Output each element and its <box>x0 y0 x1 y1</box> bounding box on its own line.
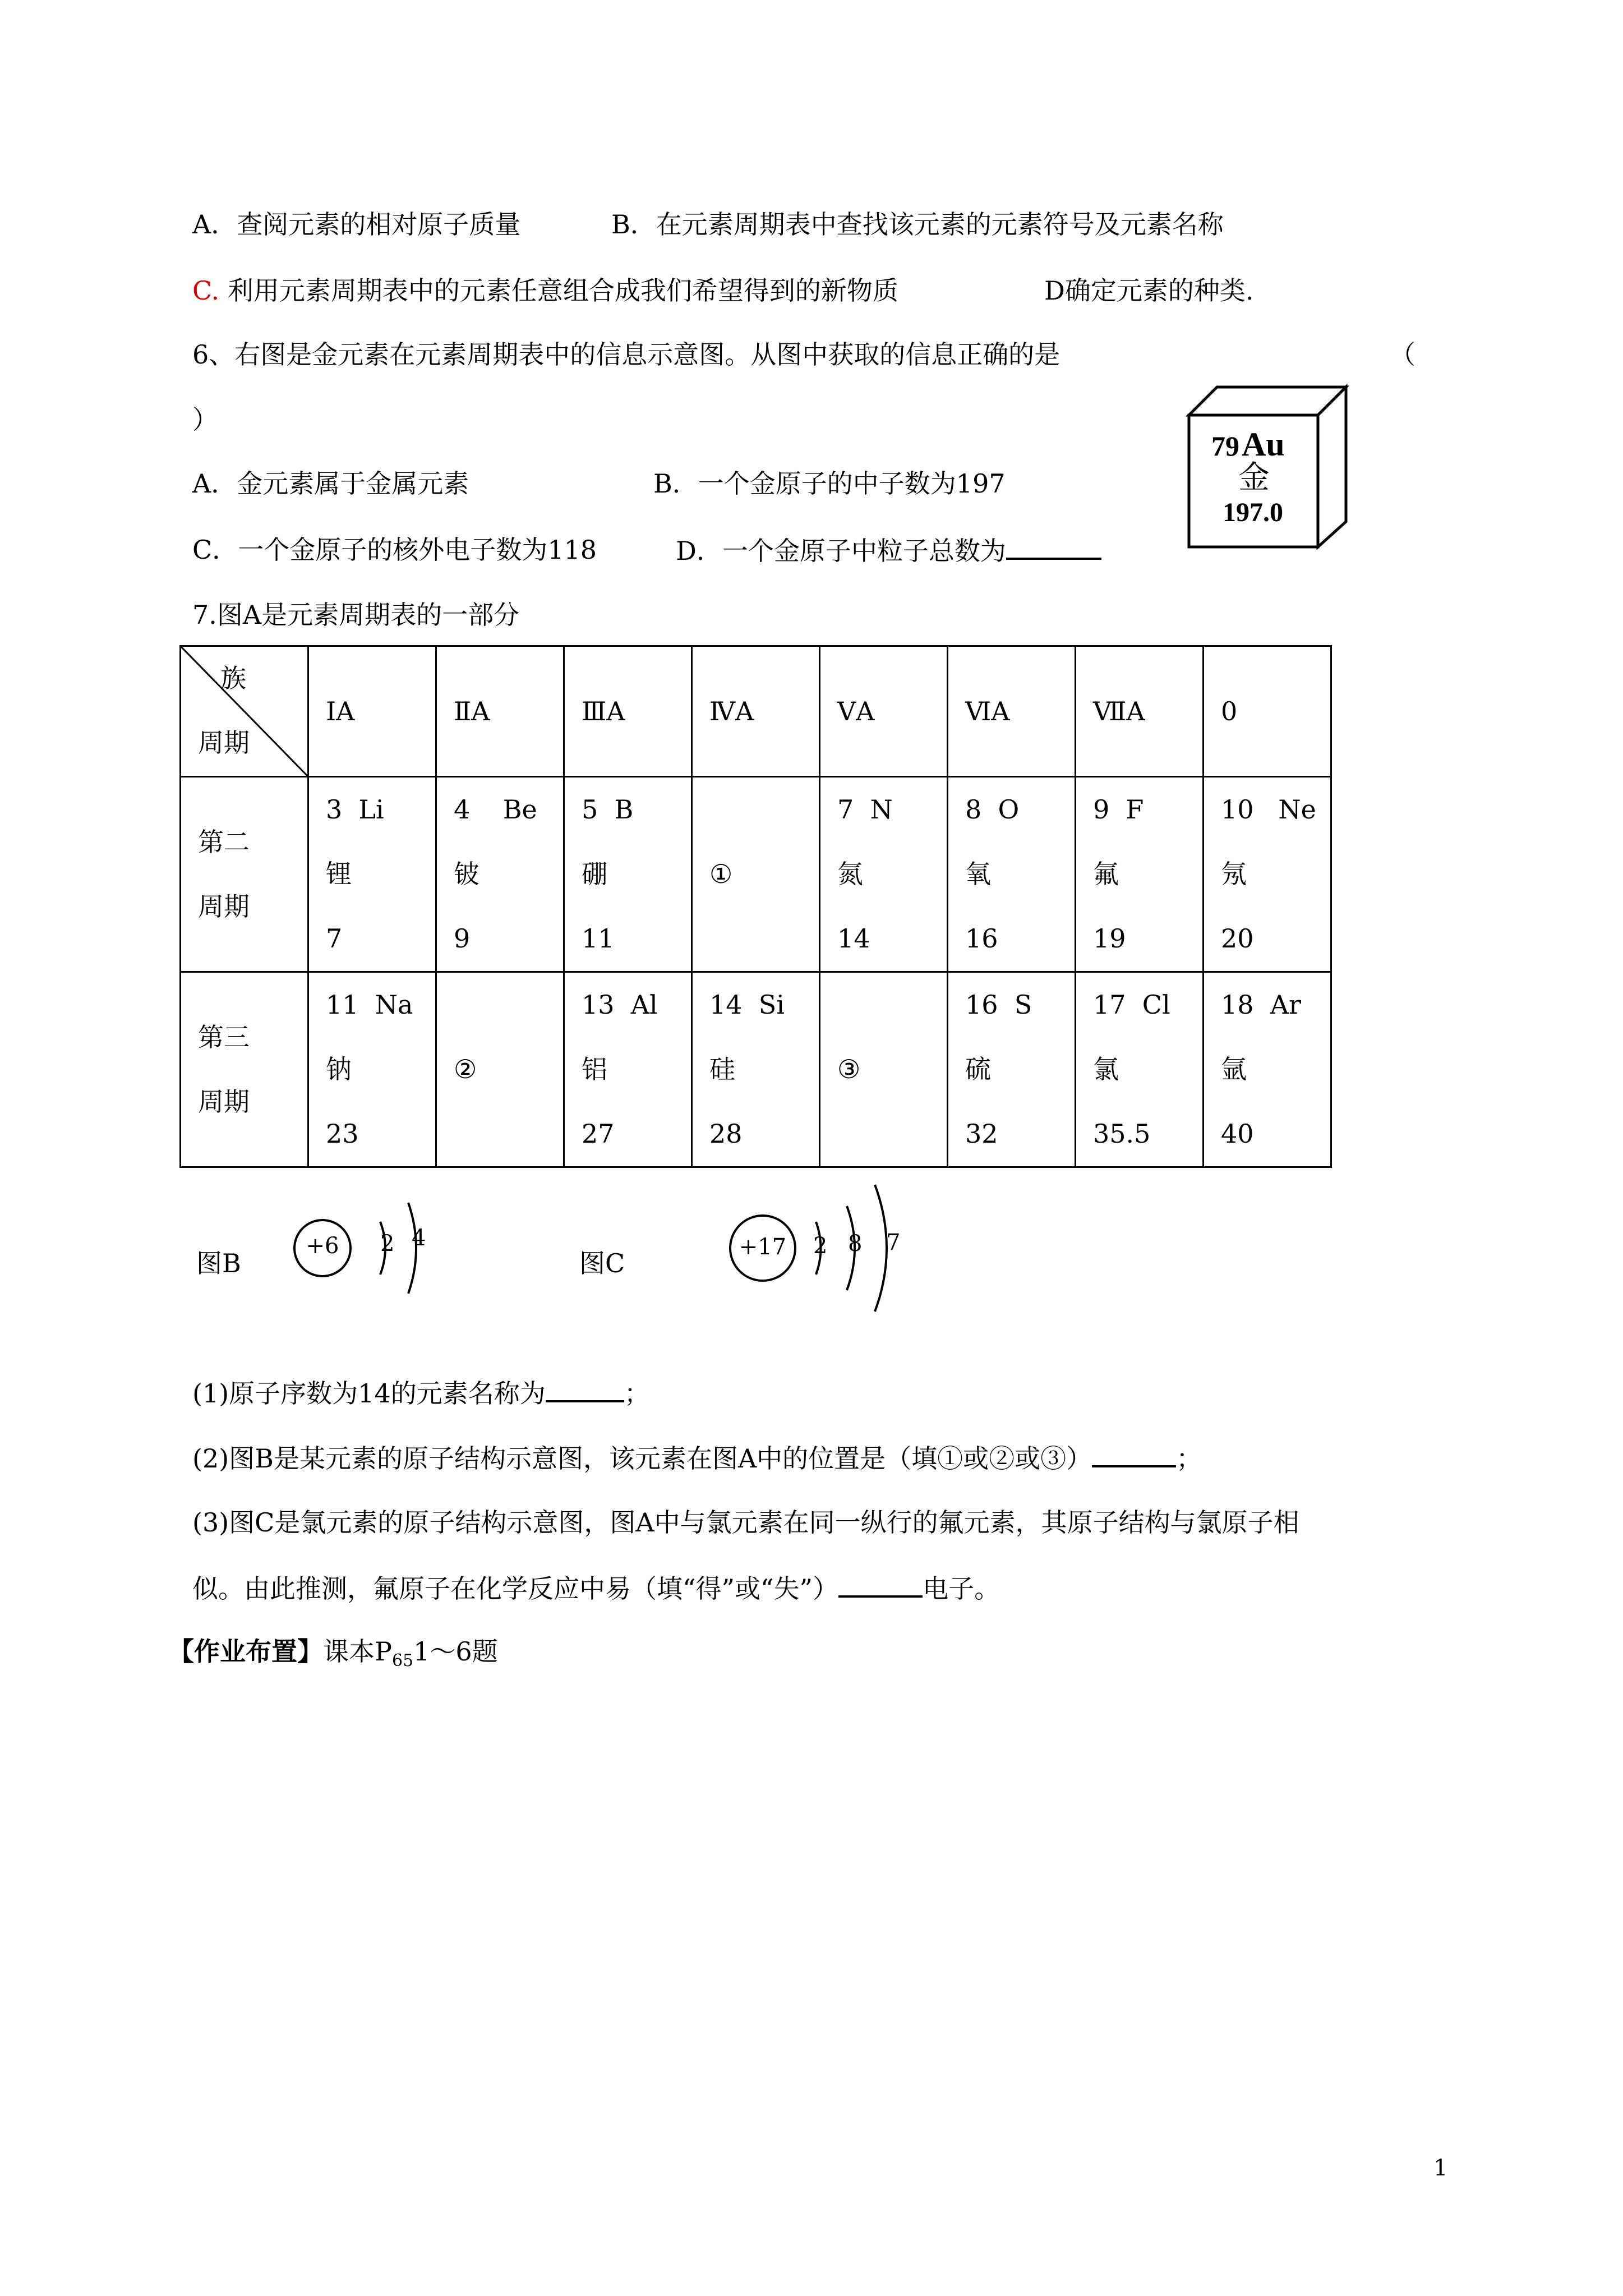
element-cell <box>820 777 948 972</box>
element-mass: 16 <box>965 923 998 954</box>
element-name: 钠 <box>326 1054 352 1084</box>
element-name: 氟 <box>1093 859 1119 889</box>
element-cell <box>1204 777 1331 972</box>
element-cell <box>308 972 436 1167</box>
au-atomic-number: 79 <box>1211 430 1239 462</box>
element-number-symbol: 8 O <box>965 794 1020 825</box>
element-cell-blank-1 <box>692 777 820 972</box>
element-name: 硼 <box>582 859 607 889</box>
group-header: ⅦA <box>1076 646 1204 777</box>
group-header: 0 <box>1204 646 1331 777</box>
element-cell-blank-2 <box>436 972 564 1167</box>
fig-c-shell-3: 7 <box>886 1230 901 1255</box>
element-number-symbol: 10 Ne <box>1221 794 1316 825</box>
q7-stem: 7.图A是元素周期表的一部分 <box>192 600 520 630</box>
homework <box>168 1635 498 1678</box>
element-name: 锂 <box>326 859 352 889</box>
fig-c-atom-diagram <box>723 1178 920 1318</box>
element-cell <box>1204 972 1331 1167</box>
element-cell <box>1076 777 1204 972</box>
element-mass: 28 <box>709 1119 743 1149</box>
element-mass: 23 <box>326 1119 359 1149</box>
element-cell <box>564 972 692 1167</box>
q5-option-c-text: 利用元素周期表中的元素任意组合成我们希望得到的新物质 <box>227 275 898 306</box>
table-row-period-3 <box>181 972 1331 1167</box>
element-mass: 35.5 <box>1093 1119 1151 1149</box>
fig-b-shell-1: 2 <box>380 1231 395 1257</box>
element-mass: 7 <box>326 923 343 954</box>
element-name: 硫 <box>965 1054 991 1084</box>
element-number-symbol: 13 Al <box>582 990 658 1020</box>
fig-c-shell-2: 8 <box>848 1231 863 1257</box>
q5-option-c-letter: C. <box>192 275 220 306</box>
q7-sub3-blank[interactable] <box>838 1571 923 1598</box>
element-number-symbol: 3 Li <box>326 794 384 825</box>
corner-group-label: 族 <box>220 663 246 693</box>
period-label-line2: 周期 <box>198 891 250 922</box>
fig-b-nucleus: +6 <box>306 1233 339 1259</box>
element-name: 氯 <box>1093 1054 1119 1084</box>
element-mass: 11 <box>582 923 615 954</box>
element-number-symbol: 16 S <box>965 990 1032 1020</box>
element-number-symbol: 17 Cl <box>1093 990 1170 1020</box>
au-mass: 197.0 <box>1223 498 1283 527</box>
element-cell <box>1076 972 1204 1167</box>
element-name: 铝 <box>582 1054 607 1084</box>
element-number-symbol <box>837 973 947 1037</box>
element-number-symbol: 18 Ar <box>1221 990 1301 1020</box>
q6-stem: 6、右图是金元素在元素周期表中的信息示意图。从图中获取的信息正确的是 <box>192 339 1061 370</box>
element-name: 氖 <box>1221 859 1247 889</box>
fig-b-label: 图B <box>196 1248 241 1278</box>
period-label-line2: 周期 <box>198 1086 250 1117</box>
element-number-symbol: 5 B <box>582 794 634 825</box>
element-mass: 20 <box>1221 923 1254 954</box>
element-number-symbol <box>454 973 563 1037</box>
element-mass: 32 <box>965 1119 998 1149</box>
homework-subscript: 65 <box>391 1651 414 1671</box>
element-mass <box>454 1102 563 1166</box>
period-label-cell <box>181 972 308 1167</box>
q6-option-d-text: D．一个金原子中粒子总数为 <box>676 536 1006 566</box>
q7-sub1-blank[interactable] <box>546 1375 624 1402</box>
q7-sub2-end: ； <box>1176 1443 1202 1474</box>
element-mass <box>709 907 819 971</box>
periodic-table-excerpt <box>179 645 1332 1168</box>
element-cell-blank-3 <box>820 972 948 1167</box>
q6-paren-open: （ <box>1390 339 1415 370</box>
element-name: 氮 <box>837 859 863 889</box>
element-number-symbol: 4 Be <box>454 794 537 825</box>
fig-b-atom-diagram <box>292 1184 437 1313</box>
element-mass: 19 <box>1093 923 1126 954</box>
group-header: ⅠA <box>308 646 436 777</box>
group-header: ⅤA <box>820 646 948 777</box>
q5-option-c <box>192 274 898 307</box>
position-marker-1: ① <box>709 859 733 889</box>
q7-sub3-end: 电子。 <box>923 1573 1000 1604</box>
q5-option-a: A．查阅元素的相对原子质量 <box>192 209 521 240</box>
period-label-line1: 第二 <box>198 826 250 857</box>
element-name: 氩 <box>1221 1054 1247 1084</box>
element-cell <box>948 777 1076 972</box>
q7-sub3-text: 似。由此推测，氟原子在化学反应中易（填“得”或“失”） <box>192 1573 839 1604</box>
group-header: ⅡA <box>436 646 564 777</box>
position-marker-3: ③ <box>837 1054 861 1084</box>
element-cell <box>692 972 820 1167</box>
element-mass: 9 <box>454 923 471 954</box>
element-number-symbol: 14 Si <box>709 990 785 1020</box>
fig-c-shell-1: 2 <box>813 1233 828 1259</box>
q5-option-d: D确定元素的种类. <box>1044 275 1254 306</box>
element-mass: 14 <box>837 923 870 954</box>
q7-sub2-blank[interactable] <box>1092 1441 1176 1467</box>
element-name: 氧 <box>965 859 991 889</box>
q6-option-c: C．一个金原子的核外电子数为118 <box>192 535 597 565</box>
group-header: ⅥA <box>948 646 1076 777</box>
au-symbol: Au <box>1242 426 1285 463</box>
element-cell <box>308 777 436 972</box>
au-name: 金 <box>1238 459 1270 496</box>
position-marker-2: ② <box>454 1054 477 1084</box>
fig-c-label: 图C <box>579 1248 625 1278</box>
q7-sub3-line2 <box>192 1571 1000 1605</box>
q5-option-b: B．在元素周期表中查找该元素的元素符号及元素名称 <box>611 209 1224 240</box>
q7-sub1 <box>192 1375 650 1410</box>
element-number-symbol <box>709 777 819 842</box>
q7-sub1-text: (1)原子序数为14的元素名称为 <box>192 1378 546 1409</box>
corner-cell <box>181 646 308 777</box>
homework-text-a: 课本P <box>323 1636 392 1667</box>
element-name: 硅 <box>709 1054 735 1084</box>
element-cell <box>948 972 1076 1167</box>
q7-sub1-end: ； <box>624 1378 650 1409</box>
q6-option-b: B．一个金原子的中子数为197 <box>653 468 1006 499</box>
period-label-line1: 第三 <box>198 1022 250 1052</box>
element-mass: 27 <box>582 1119 615 1149</box>
q6-paren-close: ） <box>192 404 218 435</box>
homework-text-b: 1～6题 <box>413 1636 498 1667</box>
homework-label: 【作业布置】 <box>168 1636 323 1667</box>
group-header: ⅣA <box>692 646 820 777</box>
element-number-symbol: 7 N <box>837 794 893 825</box>
group-header: ⅢA <box>564 646 692 777</box>
q7-sub3-line1: (3)图C是氯元素的原子结构示意图，图A中与氯元素在同一纵行的氟元素，其原子结构与氯原子相 <box>192 1507 1299 1538</box>
element-mass: 40 <box>1221 1119 1254 1149</box>
gold-element-box <box>1183 381 1352 550</box>
fig-c-nucleus: +17 <box>739 1234 787 1260</box>
fig-b-shell-2: 4 <box>412 1225 426 1251</box>
element-mass <box>837 1102 947 1166</box>
page-number: 1 <box>1433 2155 1448 2181</box>
table-row-period-2 <box>181 777 1331 972</box>
element-cell <box>436 777 564 972</box>
q6-option-d <box>676 533 1101 568</box>
q6-answer-blank[interactable] <box>1006 533 1101 560</box>
element-number-symbol: 9 F <box>1093 794 1144 825</box>
corner-period-label: 周期 <box>198 728 250 758</box>
element-cell <box>564 777 692 972</box>
table-header-row <box>181 646 1331 777</box>
q7-sub2-text: (2)图B是某元素的原子结构示意图，该元素在图A中的位置是（填①或②或③） <box>192 1443 1092 1474</box>
q7-sub2 <box>192 1441 1202 1475</box>
q6-option-a: A．金元素属于金属元素 <box>192 468 469 499</box>
element-number-symbol: 11 Na <box>326 990 413 1020</box>
period-label-cell <box>181 777 308 972</box>
element-name: 铍 <box>454 859 479 889</box>
